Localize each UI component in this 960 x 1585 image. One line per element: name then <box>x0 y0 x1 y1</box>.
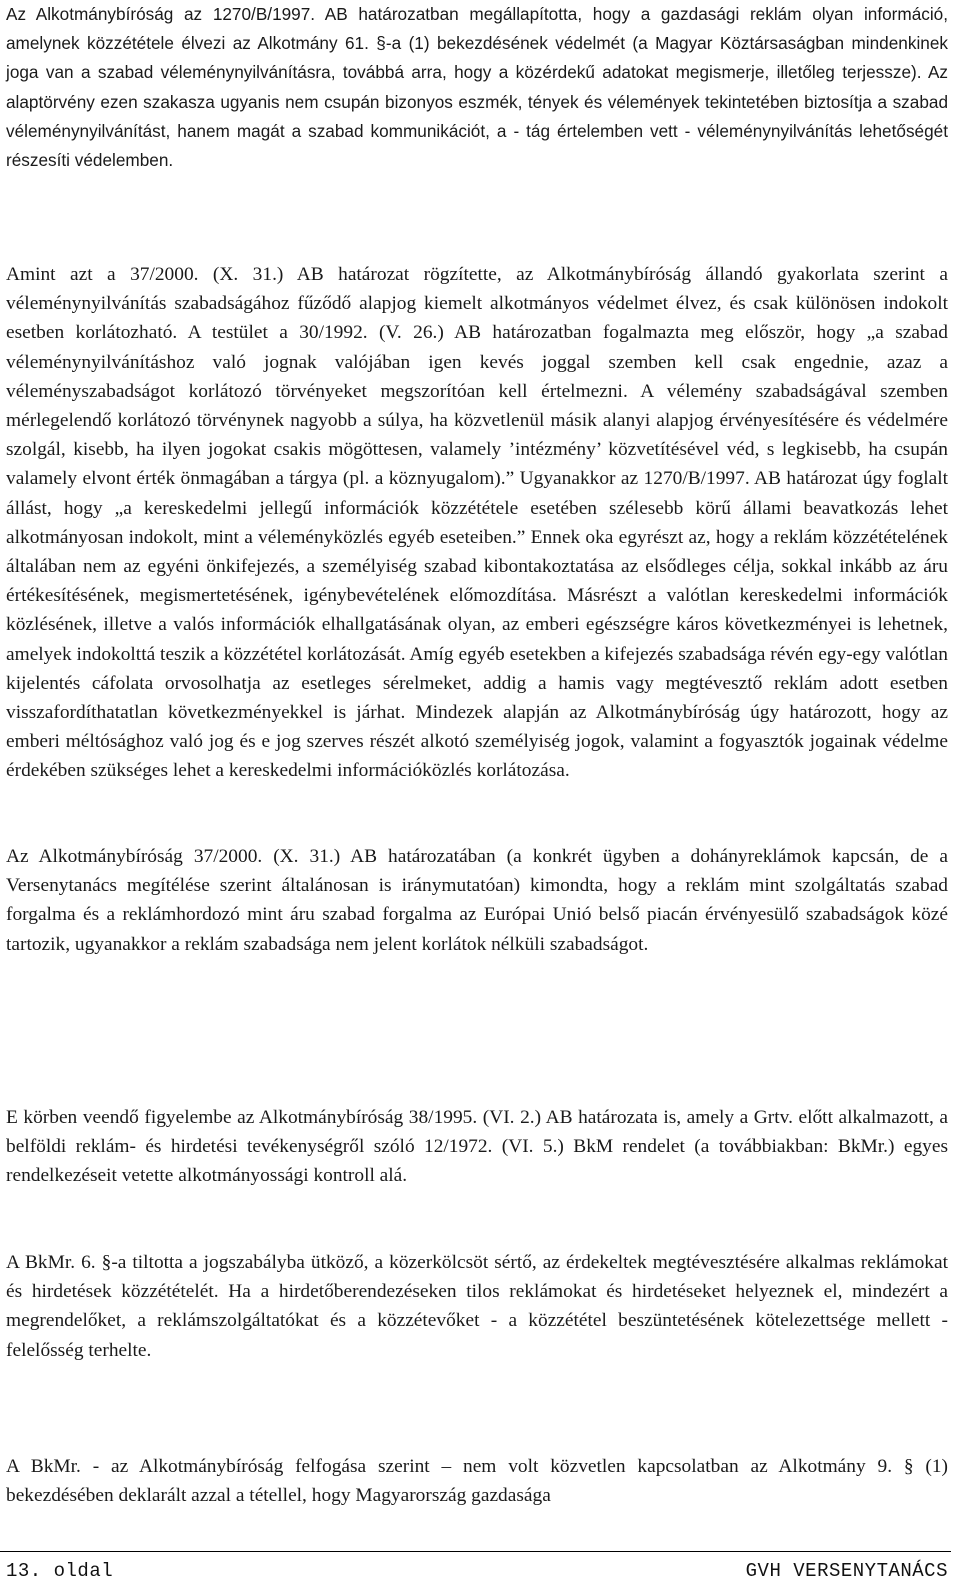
paragraph-1 <box>6 0 948 175</box>
paragraph-3 <box>6 842 948 959</box>
organization-name: GVH VERSENYTANÁCS <box>745 1560 948 1582</box>
page-footer <box>6 1560 948 1584</box>
paragraph-3-text: Az Alkotmánybíróság 37/2000. (X. 31.) AB határozatában (a konkrét ügyben a dohányreklámok kapcsán, de a Versenytanács megítélése szerint általánosan is iránymutatóan) kimondta, hogy a reklám mint szolgáltatás szabad forgalma és a reklámhordozó mint áru szabad forgalma az Európai Unió belső piacán érvényesülő szabadságok közé tartozik, ugyanakkor a reklám szabadsága nem jelent korlátok nélküli szabadságot. <box>6 846 948 955</box>
footer-divider <box>0 1551 951 1552</box>
paragraph-2-text: Amint azt a 37/2000. (X. 31.) AB határozat rögzítette, az Alkotmánybíróság állandó gyakorlata szerint a véleménynyilvánítás szabadságához fűződő alapjog kiemelt alkotmányos védelmet élvez, és csak különösen indokolt esetben korlátozható. A testület a 30/1992. (V. 26.) AB határozatban fogalmazta meg először, hogy „a szabad véleménynyilvánításhoz való jognak valójában igen kevés joggal szemben kell csak engednie, azaz a véleményszabadságot korlátozó törvényeket megszorítóan kell értelmezni. A vélemény szabadságával szemben mérlegelendő korlátozó törvénynek nagyobb a súlya, ha közvetlenül másik alanyi alapjog érvényesítésére és védelmére szolgál, kisebb, ha ilyen jogokat csakis mögöttesen, valamely ’intézmény’ közvetítésével véd, s legkisebb, ha csupán valamely elvont érték önmagában a tárgya (pl. a köznyugalom).” Ugyanakkor az 1270/B/1997. AB határozat úgy foglalt állást, hogy „a kereskedelmi jellegű információk közzététele esetében szélesebb körű állami beavatkozás lehet alkotmányosan indokolt, mint a véleményközlés egyéb eseteiben.” Ennek oka egyrészt az, hogy a reklám közzétételének általában nem az egyéni önkifejezés, a személyiség szabad kibontakoztatása az elsődleges célja, sokkal inkább az áru értékesítésének, megismertetésének, igénybevételének előmozdítása. Másrészt a valótlan kereskedelmi információk közlésének, illetve a valós információk elhallgatásának olyan, az emberi egészségre káros következményei is lehetnek, amelyek indokolttá teszik a közzététel korlátozását. Amíg egyéb esetekben a kifejezés szabadsága révén egy-egy valótlan kijelentés cáfolata orvosolhatja az esetleges sérelmeket, addig a hamis vagy megtévesztő reklám adott esetben visszafordíthatatlan következményekkel is járhat. Mindezek alapján az Alkotmánybíróság úgy határozott, hogy az emberi méltósághoz való jog és e jog szerves részét alkotó személyiség jogok, valamint a fogyasztók jogainak védelme érdekében szükséges lehet a kereskedelmi információközlés korlátozása. <box>6 264 948 782</box>
paragraph-2 <box>6 260 948 786</box>
paragraph-1-run-2: Az alaptörvény ezen szakasza ugyanis nem csupán bizonyos eszmék, tények és vélemények tekintetében biztosítja a szabad véleménynyilvánítást, hanem magát a szabad kommunikációt, a - tág értelemben vett - véleménynyilvánítás lehetőségét részesíti védelemben. <box>6 62 948 171</box>
page-number: 13. oldal <box>6 1560 114 1582</box>
paragraph-6 <box>6 1452 948 1510</box>
paragraph-4-text: E körben veendő figyelembe az Alkotmánybíróság 38/1995. (VI. 2.) AB határozata is, amely a Grtv. előtt alkalmazott, a belföldi reklám- és hirdetési tevékenységről szóló 12/1972. (VI. 5.) BkM rendelet (a továbbiakban: BkMr.) egyes rendelkezéseit vetette alkotmányossági kontroll alá. <box>6 1107 948 1187</box>
paragraph-6-text: A BkMr. - az Alkotmánybíróság felfogása szerint – nem volt közvetlen kapcsolatban az Alkotmány 9. § (1) bekezdésében deklarált azzal a tétellel, hogy Magyarország gazdasága <box>6 1456 948 1507</box>
paragraph-5-text: A BkMr. 6. §-a tiltotta a jogszabályba ütköző, a közerkölcsöt sértő, az érdekeltek megtévesztésére alkalmas reklámokat és hirdetések közzétételét. Ha a hirdetőberendezéseken tilos reklámokat és hirdetéseket helyeznek el, mindezért a megrendelőket, a reklámszolgáltatókat és a közzétevőket - a közzététel beszüntetésének kötelezettsége mellett - felelősség terhelte. <box>6 1252 948 1361</box>
paragraph-4 <box>6 1103 948 1191</box>
paragraph-1-run-1: Az Alkotmánybíróság az 1270/B/1997. AB határozatban megállapította, hogy a gazdasági reklám olyan információ, amelynek közzététele élvezi az Alkotmány 61. §-a (1) bekezdésének védelmét (a Magyar Köztársaságban mindenkinek joga van a szabad véleménynyilvánításra, továbbá arra, hogy a közérdekű adatokat megismerje, illetőleg terjessze). <box>6 4 948 83</box>
paragraph-5 <box>6 1248 948 1365</box>
